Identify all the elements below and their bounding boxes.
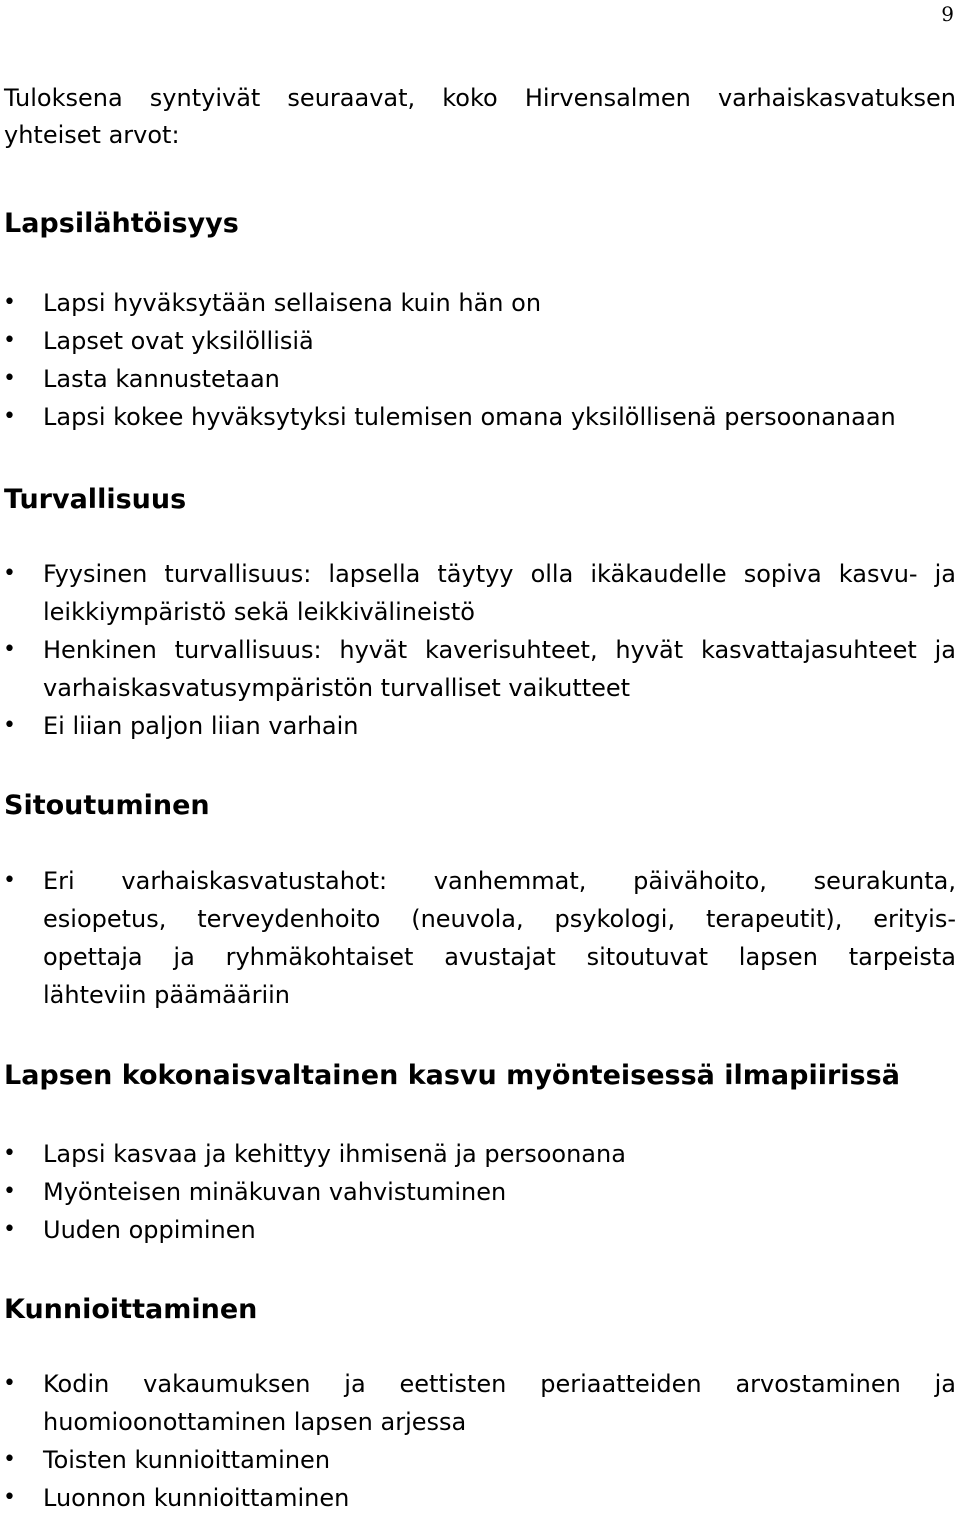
list-item: • Eri varhaiskasvatustahot: vanhemmat, päivähoito, seurakunta, esiopetus, terveydenhoito (neuvola, psykologi, terapeutit), erityis- opettaja ja ryhmäkohtaiset avustajat sitoutuvat lapsen tarpeista lähteviin päämääriin: [0, 862, 956, 1014]
section-heading-sitoutuminen: Sitoutuminen: [4, 790, 210, 821]
list-item: • Uuden oppiminen: [0, 1211, 956, 1249]
intro-paragraph: [4, 80, 956, 154]
bullet-icon: •: [3, 404, 16, 429]
list-item: • Ei liian paljon liian varhain: [0, 707, 956, 745]
list-item: • Lapsi kokee hyväksytyksi tulemisen omana yksilöllisenä persoonanaan: [0, 398, 956, 436]
bullet-icon: •: [3, 1141, 16, 1166]
bullet-icon: •: [3, 868, 16, 893]
list-item: • Myönteisen minäkuvan vahvistuminen: [0, 1173, 956, 1211]
list-item: • Lapsi hyväksytään sellaisena kuin hän on: [0, 284, 956, 322]
page-number: 9: [941, 2, 954, 26]
intro-line: Tuloksena syntyivät seuraavat, koko Hirvensalmen varhaiskasvatuksen: [4, 84, 956, 112]
section-heading-kokonaisvaltainen-kasvu: Lapsen kokonaisvaltainen kasvu myönteisessä ilmapiirissä: [4, 1060, 900, 1091]
bullet-icon: •: [3, 290, 16, 315]
bullet-icon: •: [3, 561, 16, 586]
bullet-icon: •: [3, 713, 16, 738]
list-item: • Lapset ovat yksilöllisiä: [0, 322, 956, 360]
list-item: • Lasta kannustetaan: [0, 360, 956, 398]
bullet-icon: •: [3, 366, 16, 391]
section-heading-lapsilahtoisyys: Lapsilähtöisyys: [4, 208, 239, 239]
list-item: • Fyysinen turvallisuus: lapsella täytyy olla ikäkaudelle sopiva kasvu- ja leikkiympäristö sekä leikkivälineistö: [0, 555, 956, 631]
list-turvallisuus: [0, 555, 956, 745]
list-item: • Lapsi kasvaa ja kehittyy ihmisenä ja persoonana: [0, 1135, 956, 1173]
list-kunnioittaminen: [0, 1365, 956, 1517]
list-item: • Luonnon kunnioittaminen: [0, 1479, 956, 1517]
list-item: • Toisten kunnioittaminen: [0, 1441, 956, 1479]
section-heading-kunnioittaminen: Kunnioittaminen: [4, 1294, 258, 1325]
section-heading-turvallisuus: Turvallisuus: [4, 484, 187, 515]
bullet-icon: •: [3, 1371, 16, 1396]
bullet-icon: •: [3, 1485, 16, 1510]
intro-line: yhteiset arvot:: [4, 121, 180, 149]
list-kokonaisvaltainen-kasvu: [0, 1135, 956, 1249]
list-lapsilahtoisyys: [0, 284, 956, 436]
list-item: • Henkinen turvallisuus: hyvät kaverisuhteet, hyvät kasvattajasuhteet ja varhaiskasvatusympäristön turvalliset vaikutteet: [0, 631, 956, 707]
list-sitoutuminen: [0, 862, 956, 1014]
bullet-icon: •: [3, 328, 16, 353]
list-item: • Kodin vakaumuksen ja eettisten periaatteiden arvostaminen ja huomioonottaminen lapsen arjessa: [0, 1365, 956, 1441]
bullet-icon: •: [3, 637, 16, 662]
bullet-icon: •: [3, 1447, 16, 1472]
bullet-icon: •: [3, 1217, 16, 1242]
bullet-icon: •: [3, 1179, 16, 1204]
